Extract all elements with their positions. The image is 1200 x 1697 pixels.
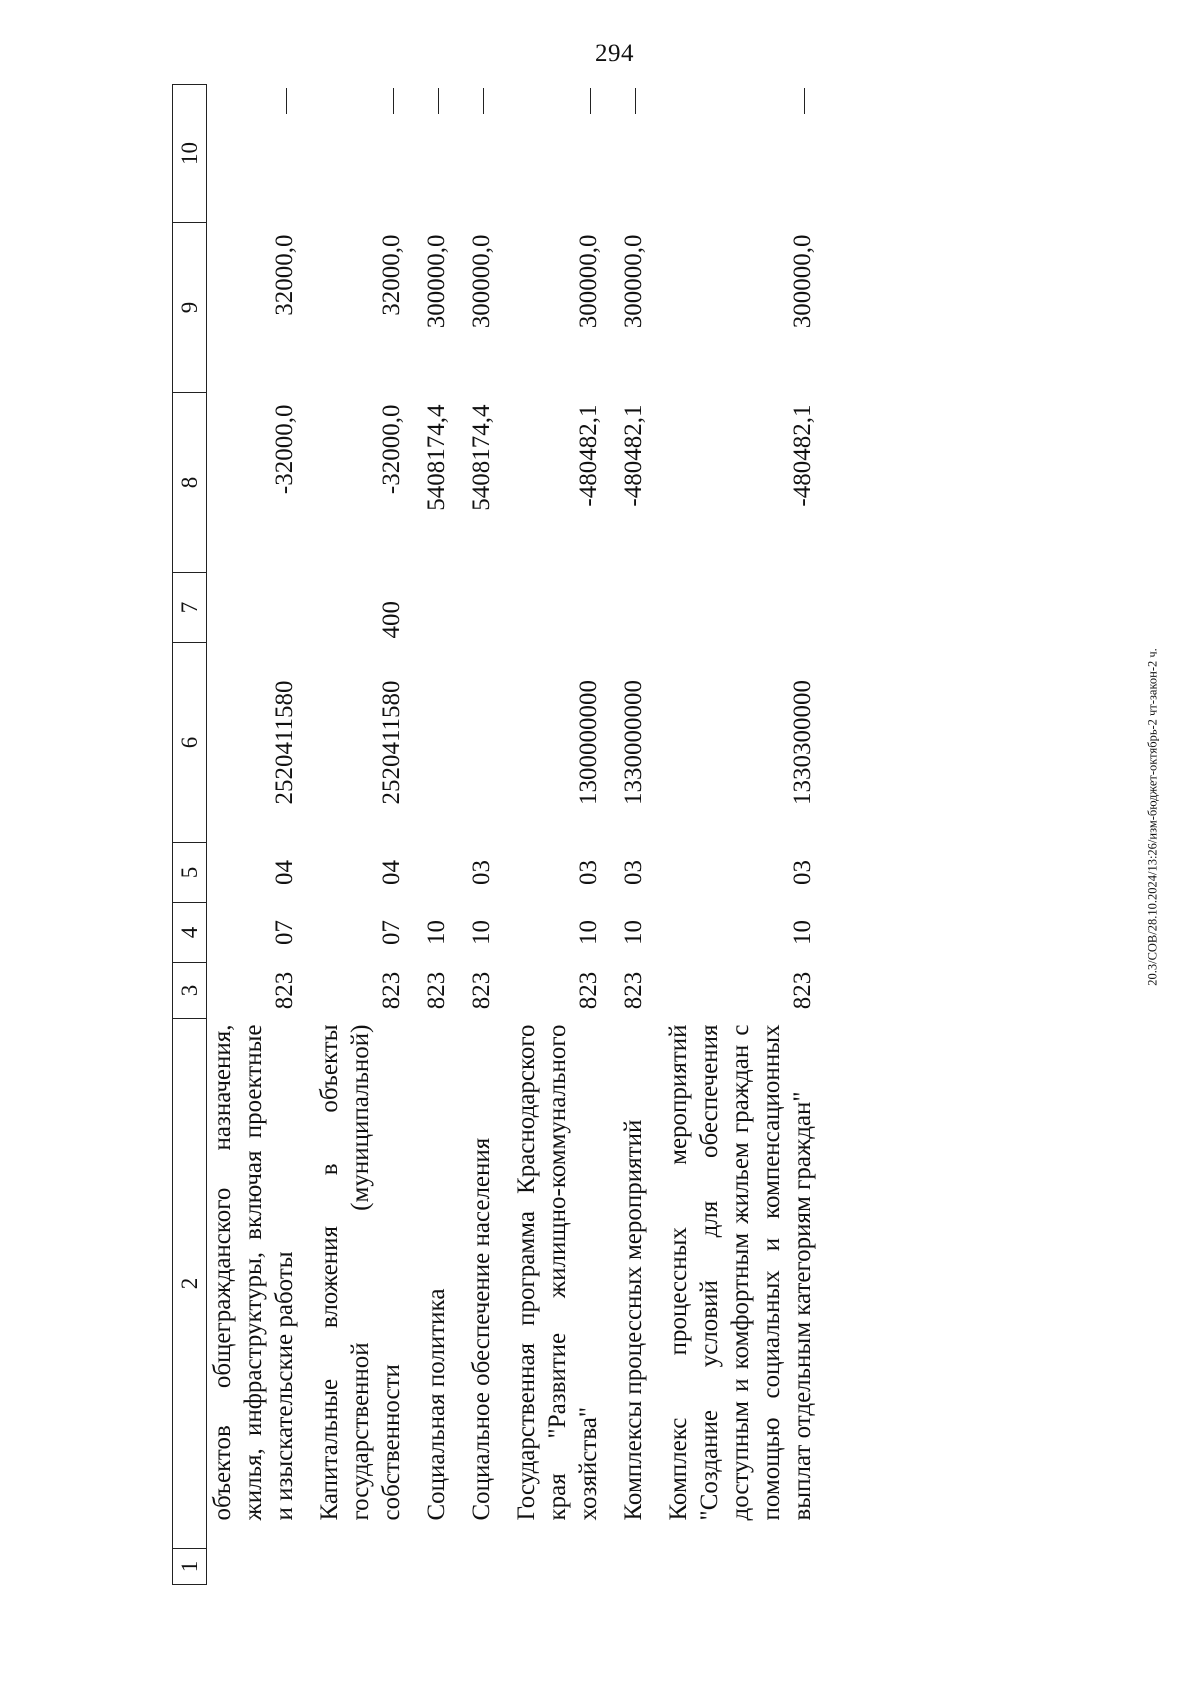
- row-description: [314, 1019, 421, 1549]
- header-col-5: 5: [173, 843, 207, 903]
- row-number: [314, 1549, 421, 1585]
- row-target-article: [207, 643, 315, 843]
- row-subsection-code-text: 03: [620, 860, 647, 885]
- dash-mark: [393, 89, 394, 115]
- header-col-3: 3: [173, 963, 207, 1019]
- row-section-code-text: 10: [468, 920, 495, 945]
- row-expense-type: [663, 573, 832, 643]
- row-amount-next-text: 300000,0: [575, 234, 602, 329]
- row-amount-last: [466, 85, 511, 223]
- dash-mark: [438, 89, 439, 115]
- row-number: [466, 1549, 511, 1585]
- row-amount-change: [207, 393, 315, 573]
- table-header-row: [173, 85, 207, 1585]
- row-amount-next: [618, 223, 663, 393]
- row-section-code: [511, 903, 618, 963]
- row-number: [511, 1549, 618, 1585]
- row-ministry-code: [663, 963, 832, 1019]
- page-number: 294: [595, 40, 634, 67]
- row-target-article: [421, 643, 466, 843]
- header-col-10: 10: [173, 85, 207, 223]
- row-amount-next: [207, 223, 315, 393]
- header-col-4: 4: [173, 903, 207, 963]
- row-ministry-code: [421, 963, 466, 1019]
- row-target-article-text: 1300000000: [575, 680, 602, 805]
- header-col-7: 7: [173, 573, 207, 643]
- header-col-8: 8: [173, 393, 207, 573]
- row-ministry-code: [314, 963, 421, 1019]
- row-amount-last: [663, 85, 832, 223]
- row-target-article: [314, 643, 421, 843]
- row-description: [663, 1019, 832, 1549]
- table-row: [314, 85, 421, 1585]
- row-amount-next: [466, 223, 511, 393]
- row-expense-type: [511, 573, 618, 643]
- row-description: [207, 1019, 315, 1549]
- row-number: [421, 1549, 466, 1585]
- row-subsection-code: [314, 843, 421, 903]
- row-description-text: Социальная политика: [423, 1288, 450, 1521]
- row-number: [663, 1549, 832, 1585]
- budget-table-container: [172, 85, 1072, 1585]
- row-ministry-code-text: 823: [468, 971, 495, 1010]
- row-expense-type: [207, 573, 315, 643]
- row-amount-next: [511, 223, 618, 393]
- row-description: [466, 1019, 511, 1549]
- dash-mark: [635, 89, 636, 115]
- row-target-article: [511, 643, 618, 843]
- row-section-code-text: 07: [378, 920, 405, 945]
- row-amount-change-text: -480482,1: [789, 404, 816, 507]
- row-amount-change-text: 5408174,4: [468, 404, 495, 511]
- table-row: [207, 85, 315, 1585]
- row-description-text: Комплексы процессных мероприятий: [620, 1119, 647, 1521]
- row-target-article-text: 1330300000: [789, 680, 816, 805]
- row-amount-last: [511, 85, 618, 223]
- row-section-code-text: 07: [271, 920, 298, 945]
- row-amount-change: [511, 393, 618, 573]
- row-amount-change-text: -32000,0: [378, 404, 405, 495]
- row-subsection-code: [207, 843, 315, 903]
- row-amount-change: [421, 393, 466, 573]
- row-ministry-code: [618, 963, 663, 1019]
- row-number: [618, 1549, 663, 1585]
- row-section-code: [663, 903, 832, 963]
- row-amount-next-text: 300000,0: [468, 234, 495, 329]
- footer-code-text: 20.3/СОВ/28.10.2024/13:26/изм-бюджет-октябрь-2 чт-закон-2 ч.: [1145, 648, 1160, 986]
- row-amount-change: [466, 393, 511, 573]
- row-ministry-code-text: 823: [620, 971, 647, 1010]
- row-amount-change-text: -480482,1: [575, 404, 602, 507]
- dash-mark: [590, 89, 591, 115]
- document-footer-code: [1146, 92, 1160, 1542]
- row-section-code-text: 10: [423, 920, 450, 945]
- dash-mark: [804, 89, 805, 115]
- row-subsection-code: [466, 843, 511, 903]
- row-subsection-code-text: 03: [468, 860, 495, 885]
- row-amount-next: [663, 223, 832, 393]
- row-section-code-text: 10: [789, 920, 816, 945]
- header-col-9: 9: [173, 223, 207, 393]
- row-target-article: [618, 643, 663, 843]
- dash-mark: [483, 89, 484, 115]
- row-target-article: [466, 643, 511, 843]
- row-target-article-text: 2520411580: [271, 680, 298, 805]
- row-ministry-code: [207, 963, 315, 1019]
- row-expense-type: [466, 573, 511, 643]
- budget-table: [172, 84, 832, 1585]
- row-ministry-code: [511, 963, 618, 1019]
- row-amount-next-text: 300000,0: [423, 234, 450, 329]
- row-target-article-text: 2520411580: [378, 680, 405, 805]
- row-expense-type: [618, 573, 663, 643]
- table-row: [466, 85, 511, 1585]
- row-amount-last: [207, 85, 315, 223]
- header-col-2: 2: [173, 1019, 207, 1549]
- row-ministry-code-text: 823: [575, 971, 602, 1010]
- table-row: [663, 85, 832, 1585]
- table-row: [511, 85, 618, 1585]
- row-ministry-code-text: 823: [423, 971, 450, 1010]
- row-description-text: Комплекс процессных мероприятий "Создание условий для обеспечения доступным и комфортным жильем граждан с помощью социальных и компенсационных выплат отдельным категориям граждан": [665, 1024, 816, 1521]
- row-section-code: [618, 903, 663, 963]
- header-col-6: 6: [173, 643, 207, 843]
- row-subsection-code-text: 03: [575, 860, 602, 885]
- row-subsection-code: [618, 843, 663, 903]
- row-subsection-code: [421, 843, 466, 903]
- row-description-text: Капитальные вложения в объекты государственной (муниципальной) собственности: [316, 1024, 405, 1521]
- row-section-code: [466, 903, 511, 963]
- row-amount-last: [618, 85, 663, 223]
- row-subsection-code: [511, 843, 618, 903]
- row-amount-next: [421, 223, 466, 393]
- table-row: [618, 85, 663, 1585]
- row-section-code: [207, 903, 315, 963]
- row-amount-last: [314, 85, 421, 223]
- row-description-text: объектов общегражданского назначения, жилья, инфраструктуры, включая проектные и изыскательские работы: [209, 1024, 298, 1521]
- row-amount-change-text: -480482,1: [620, 404, 647, 507]
- row-target-article: [663, 643, 832, 843]
- row-ministry-code-text: 823: [378, 971, 405, 1010]
- row-expense-type-text: 400: [378, 601, 405, 639]
- row-description: [421, 1019, 466, 1549]
- row-description-text: Социальное обеспечение населения: [468, 1137, 495, 1521]
- row-amount-change: [314, 393, 421, 573]
- row-subsection-code: [663, 843, 832, 903]
- table-row: [421, 85, 466, 1585]
- row-amount-change-text: -32000,0: [271, 404, 298, 495]
- row-section-code-text: 10: [620, 920, 647, 945]
- row-amount-next: [314, 223, 421, 393]
- row-description-text: Государственная программа Краснодарского края "Развитие жилищно-коммунального хозяйства": [513, 1024, 602, 1521]
- header-col-1: 1: [173, 1549, 207, 1585]
- row-ministry-code-text: 823: [271, 971, 298, 1010]
- row-section-code: [421, 903, 466, 963]
- row-section-code-text: 10: [575, 920, 602, 945]
- row-description: [618, 1019, 663, 1549]
- row-subsection-code-text: 03: [789, 860, 816, 885]
- row-expense-type: [314, 573, 421, 643]
- row-number: [207, 1549, 315, 1585]
- row-description: [511, 1019, 618, 1549]
- row-amount-next-text: 300000,0: [789, 234, 816, 329]
- row-amount-change-text: 5408174,4: [423, 404, 450, 511]
- dash-mark: [286, 89, 287, 115]
- row-ministry-code: [466, 963, 511, 1019]
- row-ministry-code-text: 823: [789, 971, 816, 1010]
- row-amount-next-text: 32000,0: [378, 234, 405, 316]
- row-subsection-code-text: 04: [271, 860, 298, 885]
- row-expense-type: [421, 573, 466, 643]
- row-amount-next-text: 300000,0: [620, 234, 647, 329]
- row-amount-change: [663, 393, 832, 573]
- row-section-code: [314, 903, 421, 963]
- row-amount-last: [421, 85, 466, 223]
- row-amount-next-text: 32000,0: [271, 234, 298, 316]
- row-amount-change: [618, 393, 663, 573]
- row-target-article-text: 1330000000: [620, 680, 647, 805]
- row-subsection-code-text: 04: [378, 860, 405, 885]
